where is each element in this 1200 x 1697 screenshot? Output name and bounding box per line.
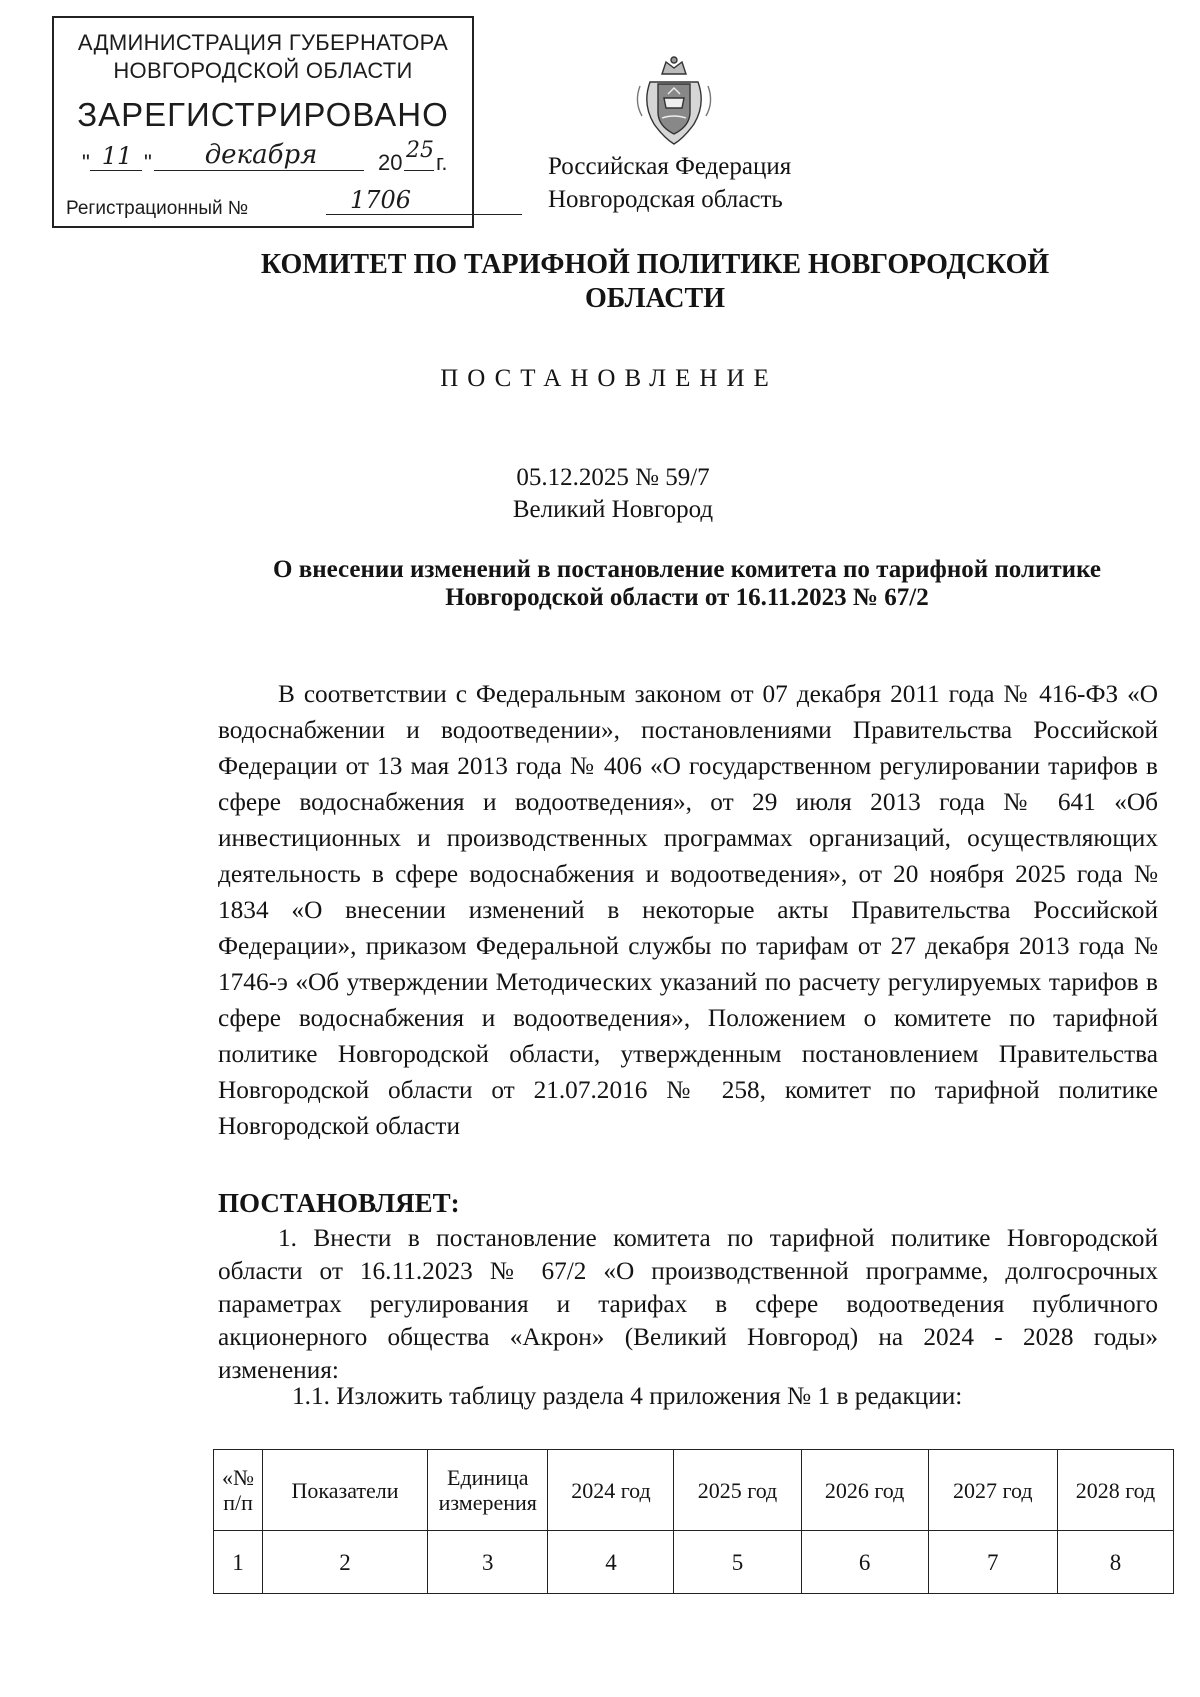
document-city: Великий Новгород bbox=[512, 496, 714, 523]
table-header-cell: 2026 год bbox=[801, 1450, 928, 1531]
region-name: Новгородская область bbox=[548, 186, 783, 213]
stamp-month: декабря bbox=[204, 140, 318, 170]
registration-stamp bbox=[52, 16, 474, 228]
table-cell: 2 bbox=[263, 1531, 428, 1594]
stamp-org-line2: НОВГОРОДСКОЙ ОБЛАСТИ bbox=[113, 58, 413, 83]
stamp-month-line bbox=[154, 170, 364, 171]
table-cell: 3 bbox=[428, 1531, 548, 1594]
table-header-cell: 2025 год bbox=[674, 1450, 801, 1531]
table-cell: 1 bbox=[214, 1531, 263, 1594]
table-header-cell: 2024 год bbox=[548, 1450, 674, 1531]
stamp-reg-line bbox=[326, 214, 522, 215]
stamp-date bbox=[82, 138, 462, 182]
indicators-table bbox=[213, 1449, 1174, 1594]
stamp-day: 11 bbox=[101, 142, 133, 170]
table-header-cell: Показатели bbox=[263, 1450, 428, 1531]
table-header-row bbox=[214, 1450, 1174, 1531]
stamp-year-letter: г. bbox=[436, 150, 448, 175]
stamp-quote-close: " bbox=[144, 150, 152, 175]
resolves-heading: ПОСТАНОВЛЯЕТ: bbox=[218, 1188, 460, 1218]
table-header-cell: Единица измерения bbox=[428, 1450, 548, 1531]
stamp-year-line bbox=[404, 170, 434, 171]
committee-title: КОМИТЕТ ПО ТАРИФНОЙ ПОЛИТИКЕ НОВГОРОДСКОЙ ОБЛАСТИ bbox=[260, 249, 1050, 314]
coat-of-arms-icon bbox=[632, 54, 716, 150]
preamble-paragraph: В соответствии с Федеральным законом от 07 декабря 2011 года № 416-ФЗ «О водоснабжении и водоотведении», постановлениями Правительства Российской Федерации от 13 мая 2013 года № 406 «О государственном регулировании тарифов в сфере водоснабжения и водоотведения», от 29 июля 2013 года № 641 «Об инвестиционных и производственных программах организаций, осуществляющих деятельность в сфере водоснабжения и водоотведения», от 20 ноября 2025 года № 1834 «О внесении изменений в некоторые акты Правительства Российской Федерации», приказом Федеральной службы по тарифам от 27 декабря 2013 года № 1746-э «Об утверждении Методических указаний по расчету регулируемых тарифов в сфере водоснабжения и водоотведения», Положением о комитете по тарифной политике Новгородской области, утвержденным постановлением Правительства Новгородской области от 21.07.2016 № 258, комитет по тарифной политике Новгородской области bbox=[218, 680, 1158, 1140]
stamp-org-line1: АДМИНИСТРАЦИЯ ГУБЕРНАТОРА bbox=[77, 30, 449, 55]
document-body bbox=[218, 676, 1158, 1144]
item-1-1-paragraph: 1.1. Изложить таблицу раздела 4 приложения № 1 в редакции: bbox=[292, 1382, 963, 1410]
table-header-cell: «№ п/п bbox=[214, 1450, 263, 1531]
document-type: ПОСТАНОВЛЕНИЕ bbox=[440, 365, 778, 392]
stamp-reg-label: Регистрационный № bbox=[66, 198, 249, 219]
document-number: 05.12.2025 № 59/7 bbox=[516, 464, 710, 491]
item-1-block bbox=[218, 1222, 1158, 1387]
table-cell: 7 bbox=[928, 1531, 1057, 1594]
stamp-year-prefix: 20 bbox=[378, 150, 403, 175]
stamp-day-line bbox=[90, 170, 142, 171]
table-header-cell: 2027 год bbox=[928, 1450, 1057, 1531]
stamp-year-suffix: 25 bbox=[406, 138, 434, 163]
table-row bbox=[214, 1531, 1174, 1594]
table-cell: 8 bbox=[1057, 1531, 1173, 1594]
country-name: Российская Федерация bbox=[548, 153, 792, 180]
table-cell: 5 bbox=[674, 1531, 801, 1594]
stamp-reg-number: 1706 bbox=[350, 186, 412, 214]
stamp-quote-open: " bbox=[82, 150, 90, 175]
stamp-status: ЗАРЕГИСТРИРОВАНО bbox=[77, 96, 449, 133]
item-1-paragraph: 1. Внести в постановление комитета по тарифной политике Новгородской области от 16.11.2023 № 67/2 «О производственной программе, долгосрочных параметрах регулирования и тарифах в сфере водоотведения публичного акционерного общества «Акрон» (Великий Новгород) на 2024 - 2028 годы» изменения: bbox=[218, 1224, 1158, 1384]
table-cell: 6 bbox=[801, 1531, 928, 1594]
table-header-cell: 2028 год bbox=[1057, 1450, 1173, 1531]
table-cell: 4 bbox=[548, 1531, 674, 1594]
document-subject: О внесении изменений в постановление комитета по тарифной политике Новгородской области от 16.11.2023 № 67/2 bbox=[273, 556, 1101, 611]
